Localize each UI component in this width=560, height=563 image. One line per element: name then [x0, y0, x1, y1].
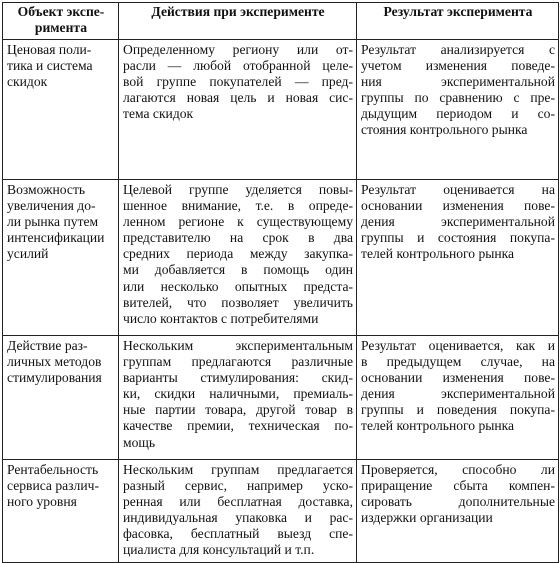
text-line: дения экспериментальной	[361, 214, 555, 230]
text-line: тема скидок	[123, 106, 194, 122]
text-line: ли рынка путем	[7, 214, 99, 230]
text-line: издержки организации	[361, 510, 493, 526]
table-row	[3, 336, 559, 460]
cell-result	[357, 336, 559, 460]
text-line: группы и состояния покупа-	[361, 230, 555, 246]
text-line: варианты стимулирования: скид-	[123, 370, 353, 386]
text-line: мощь	[123, 434, 156, 450]
text-line: увеличения до-	[7, 198, 96, 214]
text-line: качестве премии, техническая по-	[123, 418, 353, 434]
text-line: группы по сравнению с пре-	[361, 90, 555, 106]
table-row	[3, 460, 559, 563]
text-line: тика и система	[7, 58, 93, 74]
text-line: учетом изменения поведе-	[361, 58, 555, 74]
text-line: Нескольким группам предлагается	[123, 462, 353, 477]
text-line: Определенному региону или от-	[123, 42, 353, 57]
text-line: Результат оценивается на	[361, 182, 555, 197]
text-line: ные партии товара, другой товар в	[123, 402, 353, 418]
text-line: Нескольким экспериментальным	[123, 338, 353, 353]
text-line: Результат эксперимента	[383, 4, 533, 19]
text-line: личных методов	[7, 354, 102, 370]
text-line: Проверяется, способно ли	[361, 462, 555, 477]
cell-result	[357, 460, 559, 563]
text-line: расли — любой отобранной целе-	[123, 58, 353, 74]
text-line: Действия при эксперименте	[151, 4, 325, 19]
text-line: усилий	[7, 246, 49, 262]
text-line: Рентабельность	[7, 462, 99, 477]
cell-object	[3, 40, 119, 180]
text-line: вителей, что позволяет увеличить	[123, 294, 353, 310]
text-line: разный сервис, например уско-	[123, 478, 353, 494]
text-line: ки, скидки наличными, премиаль-	[123, 386, 353, 402]
text-line: Результат оценивается, как и	[361, 338, 555, 353]
header-action	[119, 3, 357, 40]
text-line: скидок	[7, 74, 48, 90]
text-line: основании изменения пове-	[361, 370, 555, 386]
text-line: ния экспериментальной	[361, 74, 555, 90]
text-line: римента	[34, 20, 88, 36]
text-line: стояния контрольного рынка	[361, 122, 528, 138]
text-line: шенное внимание, т.е. в опреде-	[123, 198, 353, 214]
text-line: фасовка, бесплатный выезд спе-	[123, 526, 353, 542]
text-line: Целевой группе уделяется повы-	[123, 182, 353, 197]
cell-action	[119, 40, 357, 180]
text-line: группы и поведения покупа-	[361, 402, 555, 418]
text-line: лагаются новая цель и новая сис-	[123, 90, 353, 106]
header-row	[3, 3, 559, 40]
cell-result	[357, 180, 559, 336]
text-line: средних периода между закупка-	[123, 246, 353, 262]
text-line: сировать дополнительные	[361, 494, 555, 510]
text-line: интенсификации	[7, 230, 105, 246]
table-row	[3, 40, 559, 180]
cell-action	[119, 336, 357, 460]
cell-object	[3, 336, 119, 460]
text-line: ренная или бесплатная доставка,	[123, 494, 353, 510]
text-line: сервиса различ-	[7, 478, 99, 494]
text-line: циалиста для консультаций и т.п.	[123, 542, 315, 558]
cell-object	[3, 180, 119, 336]
experiment-table	[2, 2, 559, 563]
text-line: телей контрольного рынка	[361, 418, 515, 434]
cell-object	[3, 460, 119, 563]
text-line: Объект экспе-	[17, 4, 105, 19]
text-line: Возможность	[7, 182, 86, 197]
text-line: ного уровня	[7, 494, 77, 510]
text-line: представителю на срок в два	[123, 230, 353, 246]
cell-action	[119, 180, 357, 336]
text-line: Результат анализируется с	[361, 42, 555, 57]
text-line: индивидуальная упаковка и рас-	[123, 510, 353, 526]
text-line: число контактов с потребителями	[123, 310, 319, 326]
text-line: телей контрольного рынка	[361, 246, 515, 262]
text-line: основании изменения пове-	[361, 198, 555, 214]
text-line: приращение сбыта компен-	[361, 478, 555, 494]
header-result	[357, 3, 559, 40]
cell-action	[119, 460, 357, 563]
cell-result	[357, 40, 559, 180]
text-line: дыдущим периодом и со-	[361, 106, 555, 122]
text-line: ленном регионе к существующему	[123, 214, 353, 230]
text-line: группам предлагаются различные	[123, 354, 353, 370]
text-line: ми добавляется в помощь один	[123, 262, 353, 278]
text-line: дения экспериментальной	[361, 386, 555, 402]
header-object	[3, 3, 119, 40]
table-row	[3, 180, 559, 336]
text-line: вой группе покупателей — пред-	[123, 74, 353, 90]
text-line: Действие раз-	[7, 338, 88, 353]
text-line: стимулирования	[7, 370, 102, 386]
text-line: или несколько опытных предста-	[123, 278, 353, 294]
text-line: Ценовая поли-	[7, 42, 92, 57]
text-line: в предыдущем случае, на	[361, 354, 555, 370]
